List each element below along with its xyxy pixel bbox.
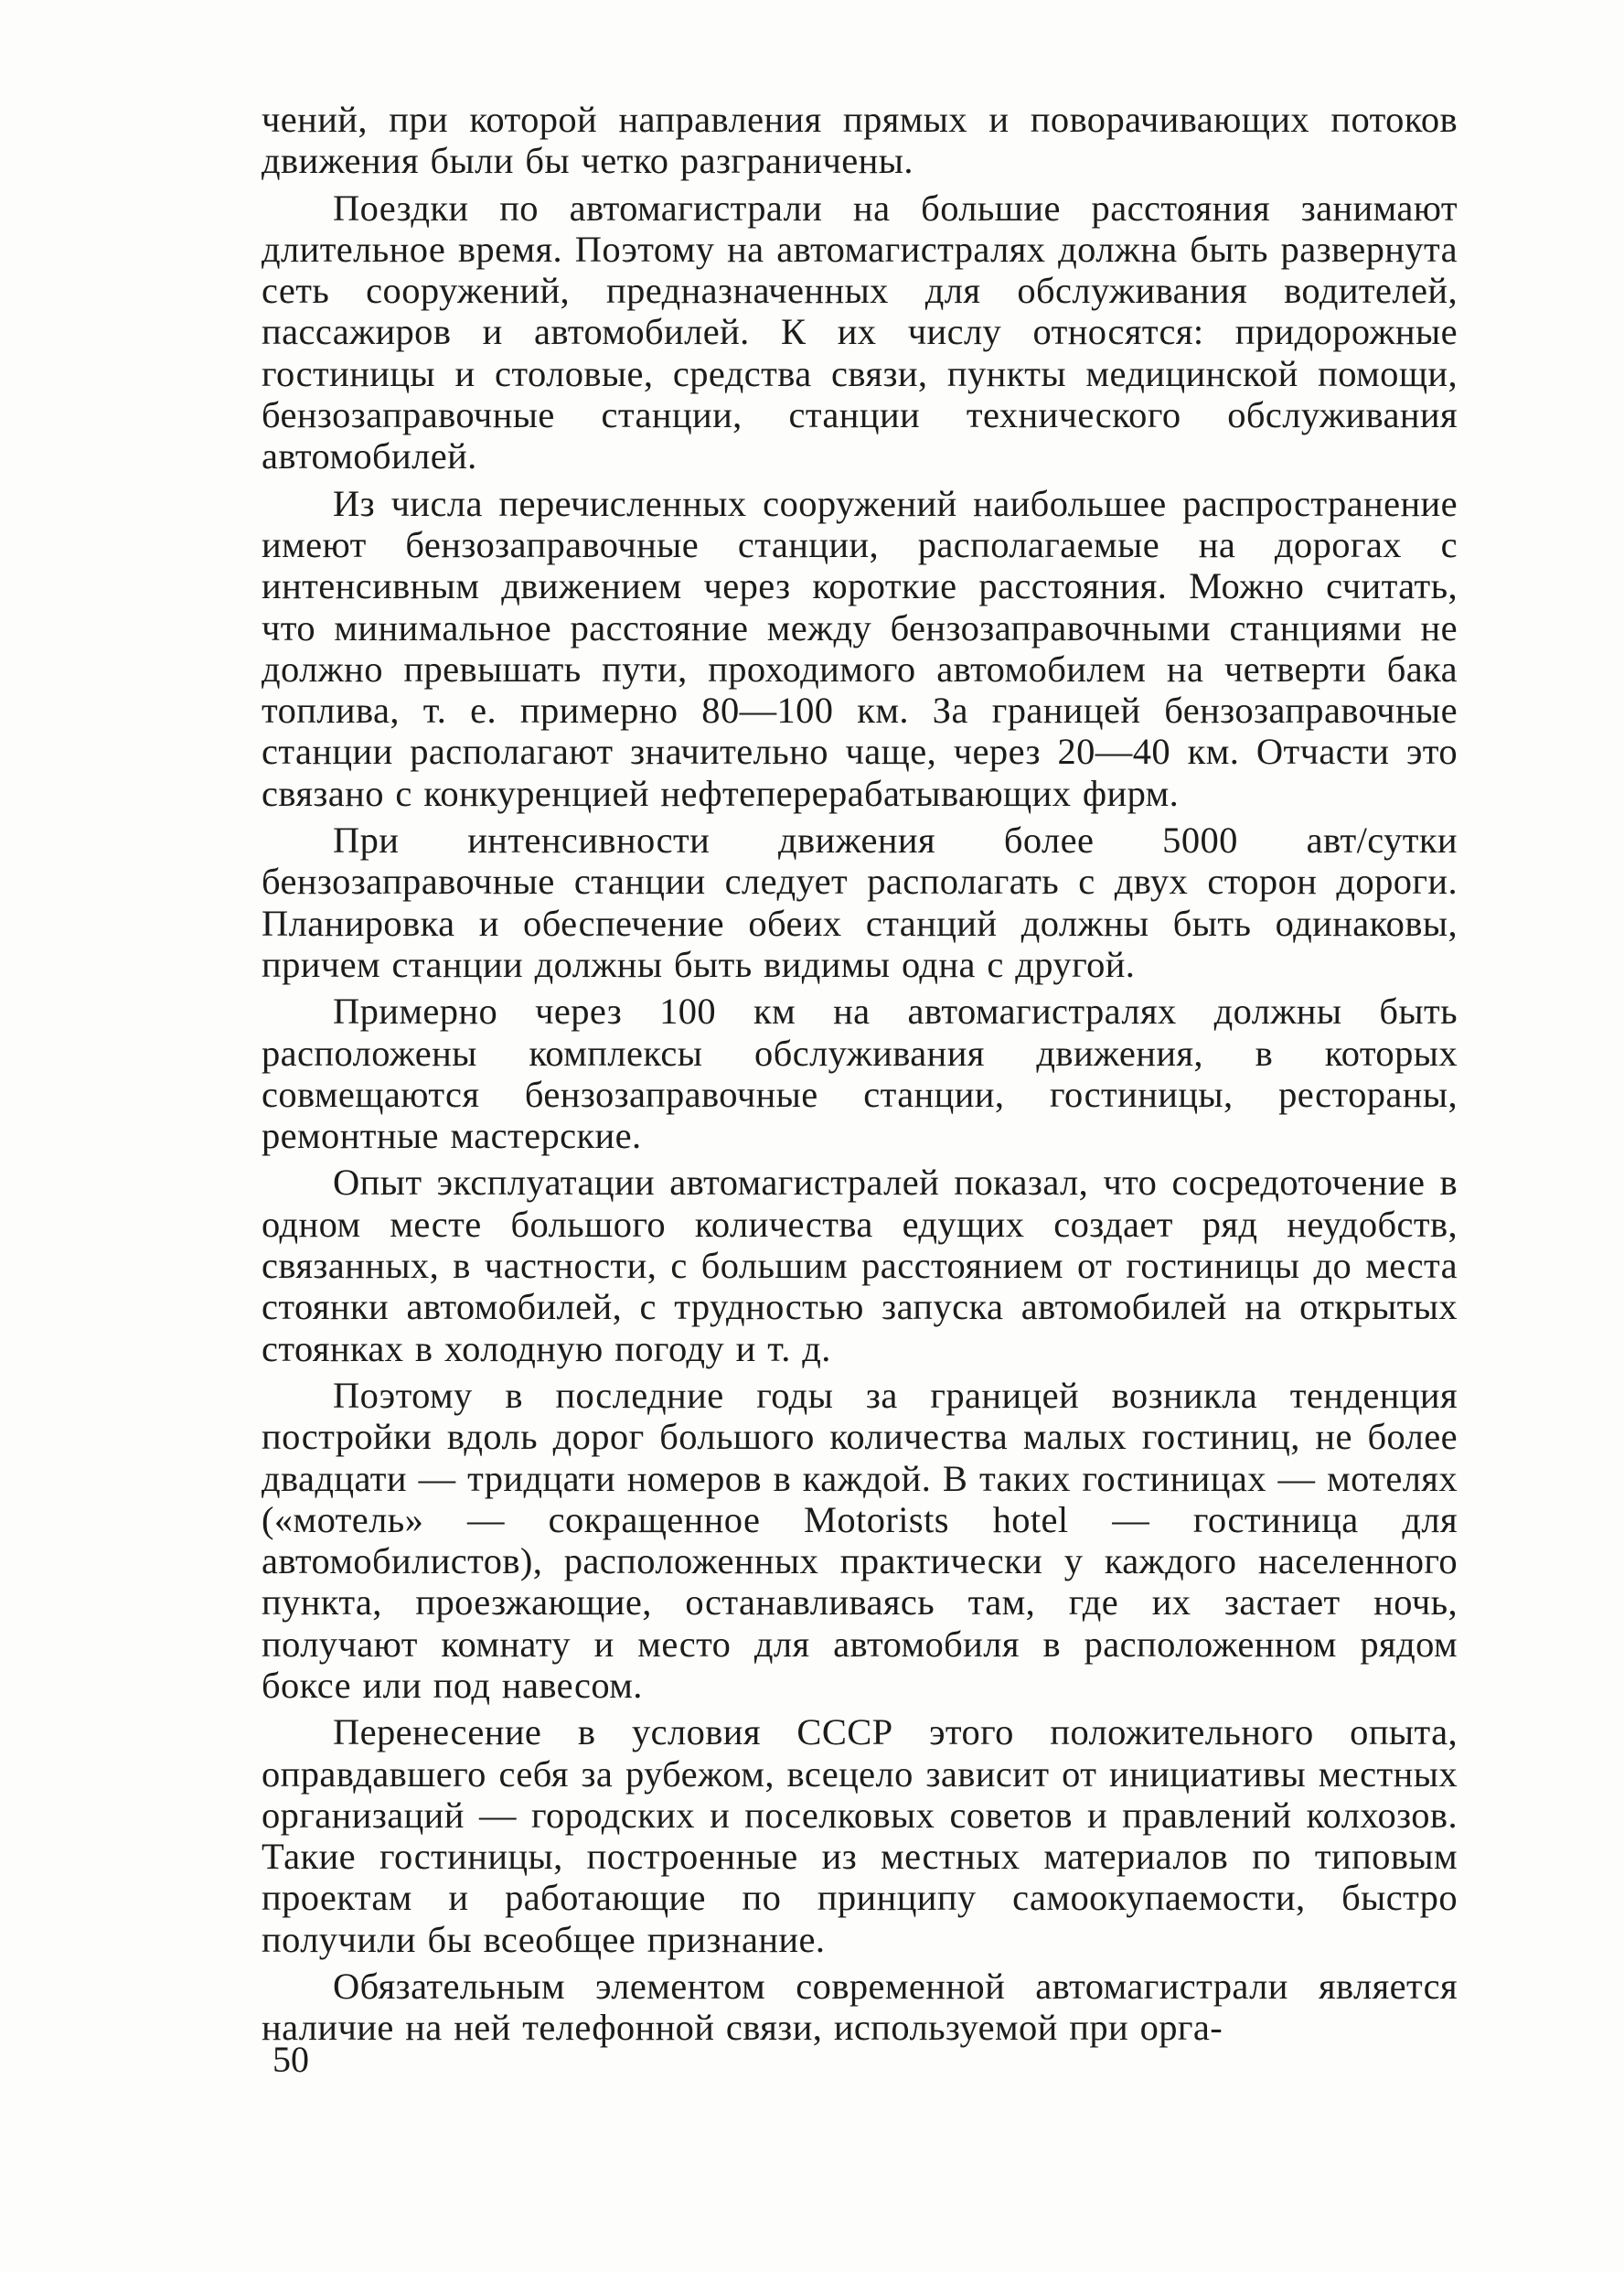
paragraph: Из числа перечисленных сооружений наибольшее распространение имеют бензозаправочные станции, располагаемые на дорогах с интенсивным движением через короткие расстояния. Можно считать, что минимальное расстояние между бензозаправочными станциями не должно превышать пути, проходимого автомобилем на четверти бака топлива, т. е. примерно 80—100 км. За границей бензозаправочные станции располагают значительно чаще, через 20—40 км. Отчасти это связано с конкуренцией нефтеперерабатывающих фирм.: [262, 482, 1458, 814]
paragraph-continuation: чений, при которой направления прямых и поворачивающих потоков движения были бы четко разграничены.: [262, 99, 1458, 182]
paragraph: Поездки по автомагистрали на большие расстояния занимают длительное время. Поэтому на автомагистралях должна быть развернута сеть сооружений, предназначенных для обслуживания водителей, пассажиров и автомобилей. К их числу относятся: придорожные гостиницы и столовые, средства связи, пункты медицинской помощи, бензозаправочные станции, станции технического обслуживания автомобилей.: [262, 187, 1458, 477]
paragraph: При интенсивности движения более 5000 авт/сутки бензозаправочные станции следует располагать с двух сторон дороги. Планировка и обеспечение обеих станций должны быть одинаковы, причем станции должны быть видимы одна с другой.: [262, 820, 1458, 985]
paragraph: Поэтому в последние годы за границей возникла тенденция постройки вдоль дорог большого количества малых гостиниц, не более двадцати — тридцати номеров в каждой. В таких гостиницах — мотелях («мотель» — сокращенное Motorists hotel — гостиница для автомобилистов), расположенных практически у каждого населенного пункта, проезжающие, останавливаясь там, где их застает ночь, получают комнату и место для автомобиля в расположенном рядом боксе или под навесом.: [262, 1374, 1458, 1706]
paragraph: Примерно через 100 км на автомагистралях должны быть расположены комплексы обслуживания движения, в которых совмещаются бензозаправочные станции, гостиницы, рестораны, ремонтные мастерские.: [262, 991, 1458, 1157]
body-text: [262, 99, 1458, 2049]
paragraph: Опыт эксплуатации автомагистралей показал, что сосредоточение в одном месте большого количества едущих создает ряд неудобств, связанных, в частности, с большим расстоянием от гостиницы до места стоянки автомобилей, с трудностью запуска автомобилей на открытых стоянках в холодную погоду и т. д.: [262, 1162, 1458, 1369]
page-number: 50: [272, 2039, 309, 2080]
paragraph: Обязательным элементом современной автомагистрали является наличие на ней телефонной связи, используемой при орга-: [262, 1966, 1458, 2049]
paragraph: Перенесение в условия СССР этого положительного опыта, оправдавшего себя за рубежом, всецело зависит от инициативы местных организаций — городских и поселковых советов и правлений колхозов. Такие гостиницы, построенные из местных материалов по типовым проектам и работающие по принципу самоокупаемости, быстро получили бы всеобщее признание.: [262, 1711, 1458, 1960]
